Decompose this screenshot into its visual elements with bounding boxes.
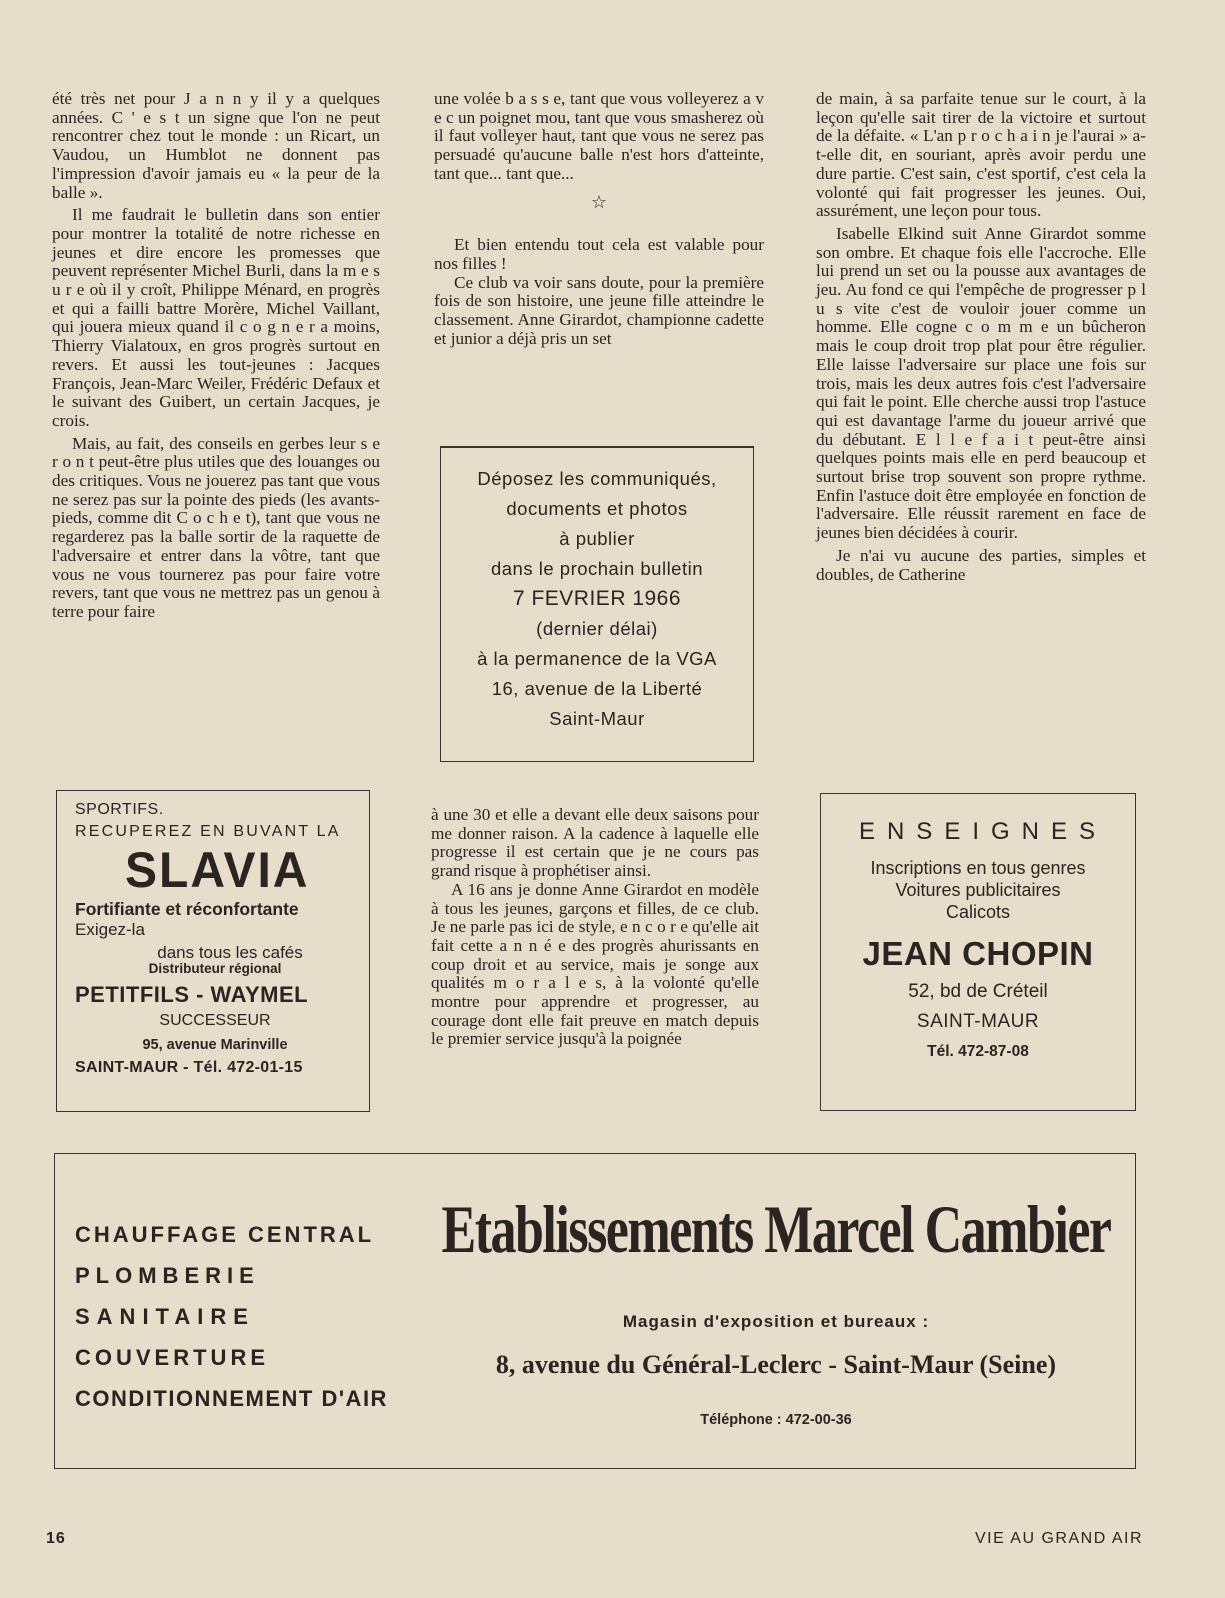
cambier-address: 8, avenue du Général-Leclerc - Saint-Maur (Seine) <box>495 1350 1057 1379</box>
chopin-name: JEAN CHOPIN <box>862 935 1094 972</box>
ad-line: Magasin d'exposition et bureaux : <box>622 1312 930 1331</box>
notice-line: documents et photos <box>506 498 688 519</box>
service-item: PLOMBERIE <box>75 1263 260 1288</box>
paragraph: une volée b a s s e, tant que vous volleyerez a v e c un poignet mou, tant que vous smasherez où il faut volleyer haut, tant que vous ne serez pas persuadé qu'aucune balle n'est hors d'atteinte, tant que... tant que... <box>434 89 764 183</box>
notice-line: à la permanence de la VGA <box>477 648 717 669</box>
paragraph: A 16 ans je donne Anne Girardot en modèle à tous les jeunes, garçons et filles, de ce club. Je ne parle pas ici de style, e n c o r e qu'elle ait fait cette a n n é e des progrès ahurissants en coup droit et au service, mais je songe aux qualités m o r a l e s, à la volonté qu'elle montre pour apprendre et progresser, au courage dont elle fait preuve en match depuis le premier service jusqu'à la poignée <box>431 879 759 1049</box>
notice-line: (dernier délai) <box>536 618 658 639</box>
paragraph: Je n'ai vu aucune des parties, simples et doubles, de Catherine <box>816 545 1146 584</box>
ad-line: dans tous les cafés <box>157 943 303 962</box>
paragraph: Mais, au fait, des conseils en gerbes leur s e r o n t peut-être plus utiles que des louanges ou des critiques. Vous ne jouerez pas tant que vous ne serez pas sur la pointe des pieds (les avants-pieds, comme dit C o c h e t), tant que vous ne regarderez pas la balle sortir de la raquette de l'adversaire et entrer dans la vôtre, tant que vous ne vous tournerez pas pour faire votre revers, tant que vous ne mettrez pas un genou à terre pour faire <box>52 433 380 621</box>
ad-line: RECUPEREZ EN BUVANT LA <box>75 823 341 840</box>
paragraph: été très net pour J a n n y il y a quelques années. C ' e s t un signe que l'on ne peut rencontrer chez tout le monde : un Ricart, un Vaudou, un Humblot ne donnent pas l'impression d'avoir jamais eu « la peur de la balle ». <box>52 89 380 202</box>
slavia-advertisement <box>56 790 370 1112</box>
ad-line: SUCCESSEUR <box>159 1012 271 1029</box>
ad-line: Calicots <box>945 902 1011 922</box>
article-column-1 <box>52 90 380 622</box>
slavia-brand: SLAVIA <box>125 842 310 899</box>
paragraph: Et bien entendu tout cela est valable pour nos filles ! <box>434 235 764 273</box>
notice-box <box>440 446 754 762</box>
service-item: SANITAIRE <box>75 1304 255 1329</box>
cambier-name: Etablissements Marcel Cambier <box>441 1193 1111 1268</box>
notice-line: 16, avenue de la Liberté <box>491 678 703 699</box>
cambier-advertisement <box>54 1153 1136 1469</box>
ad-heading: ENSEIGNES <box>858 818 1108 845</box>
paragraph: Il me faudrait le bulletin dans son entier pour montrer la totalité de notre richesse en jeunes et dire encore les promesses que peuvent représenter Michel Burli, dans la m e s u r e où il y croît, Philippe Ménard, en progrès et qui a failli battre Morère, Michel Vaillant, qui jouera mieux quand il c o g n e r a moins, Thierry Vialatoux, en gros progrès surtout en revers. Et aussi les tout-jeunes : Jacques François, Jean-Marc Weiler, Frédéric Defaux et le suivant des Guibert, un certain Jacques, je crois. <box>52 205 380 430</box>
page-number: 16 <box>46 1530 66 1547</box>
chopin-advertisement <box>820 793 1136 1111</box>
ad-line: Exigez-la <box>75 920 145 939</box>
ad-line: SAINT-MAUR <box>916 1011 1040 1032</box>
paragraph: Isabelle Elkind suit Anne Girardot somme son ombre. Et chaque fois elle l'accroche. Elle lui prend un set ou la pousse aux avantages de jeu. Au fond ce qui l'empêche de progresser p l u s vite c'est de vouloir jouer comme un homme. Elle cogne c o m m e un bûcheron mais le coup droit trop plat pour être régulier. Elle laisse l'adversaire sur place une fois sur trois, mais les deux autres fois c'est l'adversaire qui fait le point. Elle cherche aussi trop l'astuce qui est davantage l'arme du joueur arrivé que du débutant. E l l e f a i t peut-être ainsi quelques points mais elle en perd beaucoup et surtout brise trop souvent son propre rythme. Enfin l'astuce doit être employée en fonction de l'adversaire. Elle réussit rarement en face de jeunes bien décidées à courir. <box>816 223 1146 543</box>
ad-line: SAINT-MAUR - Tél. 472-01-15 <box>75 1059 303 1076</box>
ad-line: Distributeur régional <box>148 961 282 976</box>
article-column-3 <box>816 90 1146 584</box>
star-icon: ☆ <box>590 191 608 213</box>
notice-line: à publier <box>559 528 635 549</box>
magazine-title: VIE AU GRAND AIR <box>974 1530 1143 1547</box>
slavia-distributor: PETITFILS - WAYMEL <box>75 982 309 1007</box>
ad-line: Voitures publicitaires <box>895 880 1061 900</box>
ad-line: 52, bd de Créteil <box>908 981 1048 1002</box>
service-item: COUVERTURE <box>75 1345 270 1370</box>
service-item: CHAUFFAGE CENTRAL <box>75 1222 375 1247</box>
ad-line: Fortifiante et réconfortante <box>75 899 299 919</box>
ad-line: Tél. 472-87-08 <box>927 1043 1029 1060</box>
ad-line: 95, avenue Marinville <box>142 1037 288 1053</box>
paragraph: Ce club va voir sans doute, pour la première fois de son histoire, une jeune fille atteindre le classement. Anne Girardot, championne cadette et junior a déjà pris un set <box>434 272 764 348</box>
notice-date: 7 FEVRIER 1966 <box>512 587 682 610</box>
article-column-2 <box>434 90 764 348</box>
notice-line: dans le prochain bulletin <box>490 558 704 579</box>
notice-line: Saint-Maur <box>549 708 645 729</box>
service-item: CONDITIONNEMENT D'AIR <box>75 1386 388 1411</box>
paragraph: de main, à sa parfaite tenue sur le court, à la leçon qu'elle sait tirer de la victoire et surtout de la défaite. « L'an p r o c h a i n je l'aurai » a-t-elle dit, en souriant, après avoir perdu une dure partie. C'est sain, c'est sportif, c'est cela la volonté qui fait progresser les jeunes. Oui, assurément, une leçon pour tous. <box>816 89 1146 221</box>
ad-line: SPORTIFS. <box>75 801 164 818</box>
notice-line: Déposez les communiqués, <box>477 468 717 489</box>
ad-line: Inscriptions en tous genres <box>870 858 1086 878</box>
service-list <box>75 1214 388 1419</box>
ad-line: Téléphone : 472-00-36 <box>700 1412 852 1428</box>
paragraph: à une 30 et elle a devant elle deux saisons pour me donner raison. A la cadence à laquelle elle progresse il est certain que je ne cours pas grand risque à prophétiser ainsi. <box>431 805 759 881</box>
article-column-2-continued <box>431 806 759 1049</box>
